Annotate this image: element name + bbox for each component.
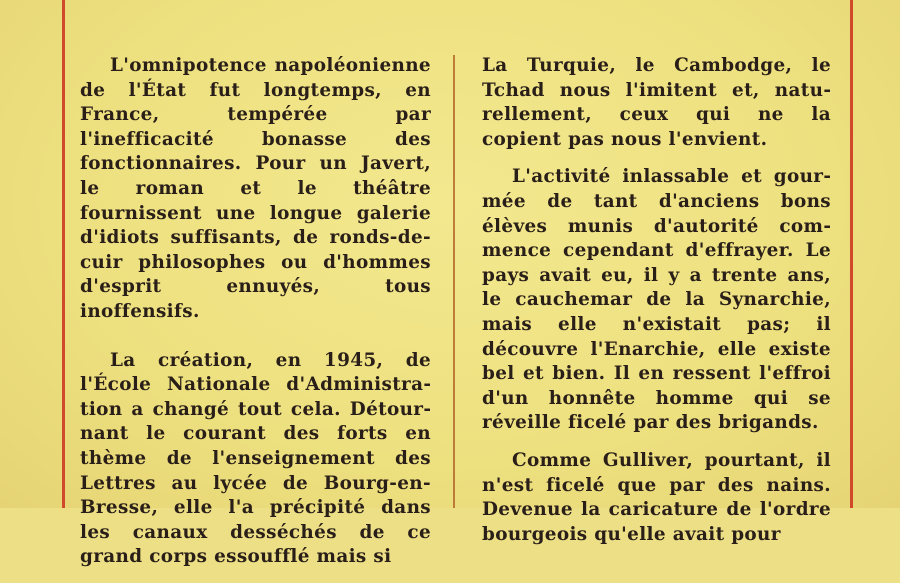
right-column — [482, 54, 831, 560]
right-border-line — [850, 0, 853, 508]
left-column — [80, 54, 431, 583]
left-paragraph-2: La création, en 1945, de l'École Nationale d'Administration a changé tout cela. Détournant le courant des forts en thème de l'enseignement des Lettres au lycée de Bourg-en-Bresse, elle l'a précipité dans les canaux desséchés de ce grand corps essoufflé mais si — [80, 349, 431, 568]
left-border-line — [62, 0, 65, 508]
column-divider — [453, 55, 455, 508]
left-paragraph-1: L'omnipotence napoléonienne de l'État fut longtemps, en France, tempérée par l'inefficacité bonasse des fonctionnaires. Pour un Javert, le roman et le théâtre fournissent une longue galerie d'idiots suffisants, de ronds-de-cuir philosophes ou d'hommes d'esprit ennuyés, tous inoffensifs. — [80, 55, 431, 322]
right-paragraph-2: L'activité inlassable et gourmée de tant d'anciens bons élèves munis d'autorité commence cependant d'effrayer. Le pays avait eu, il y a trente ans, le cauchemar de la Synarchie, mais elle n'existait pas; il découvre l'Enarchie, elle existe bel et bien. Il en ressent l'effroi d'un honnête homme qui se réveille ficelé par des brigands. — [482, 166, 831, 434]
right-paragraph-3: Comme Gulliver, pourtant, il n'est ficelé que par des nains. Devenue la caricature de l'ordre bourgeois qu'elle avait pour — [482, 449, 831, 545]
right-paragraph-1: La Turquie, le Cambodge, le Tchad nous l'imitent et, naturellement, ceux qui ne la copient pas nous l'envient. — [482, 55, 831, 150]
